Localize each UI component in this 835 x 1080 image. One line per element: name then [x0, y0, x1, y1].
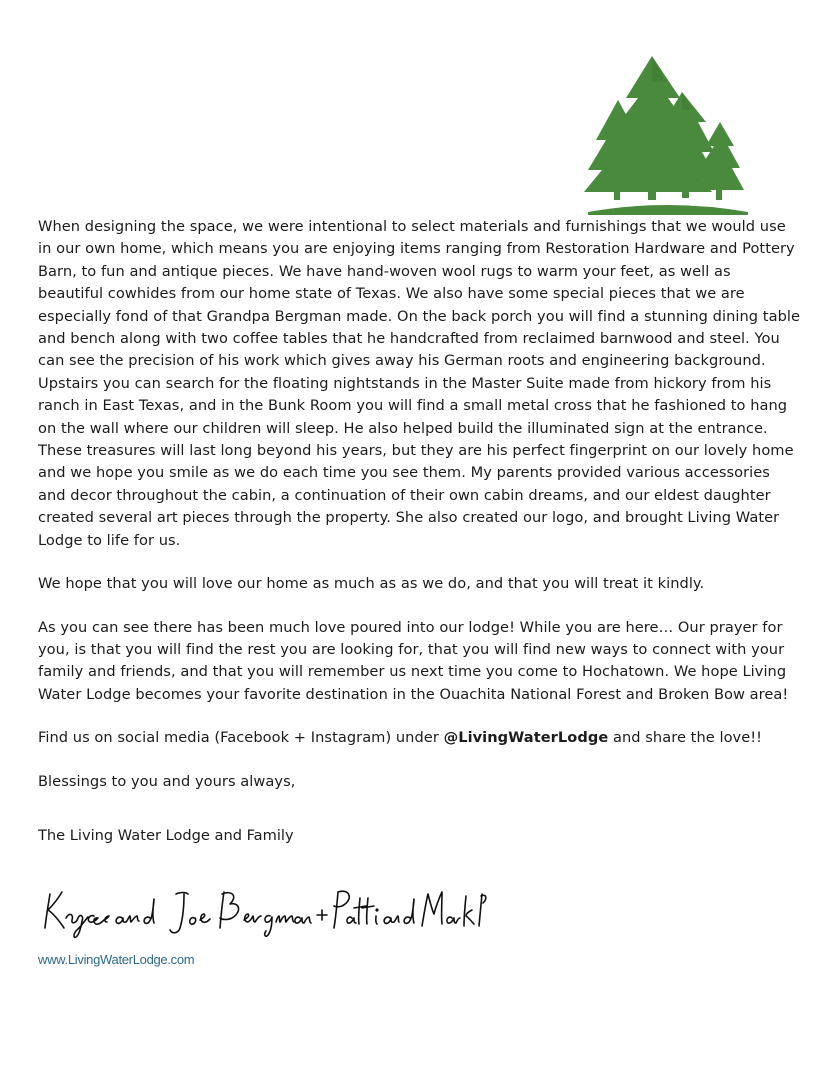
- social-handle: @LivingWaterLodge: [443, 729, 609, 747]
- signoff: The Living Water Lodge and Family: [38, 827, 294, 844]
- social-text-after: and share the love!!: [608, 729, 763, 747]
- paragraph-prayer: As you can see there has been much love poured into our lodge! While you are here… Our prayer for you, is that you will find the rest you are looking for, that you will find new ways to connect with your family and friends, and that you will remember us next time you come to Hochatown. We hope Living Water Lodge becomes your favorite destination in the Ouachita National Forest and Broken Bow area!: [38, 618, 789, 703]
- website-link[interactable]: www.LivingWaterLodge.com: [38, 952, 195, 967]
- pine-trees-icon: [582, 52, 752, 218]
- paragraph-social: [38, 727, 800, 749]
- paragraph-hope: We hope that you will love our home as much as as we do, and that you will treat it kindly.: [38, 575, 705, 593]
- closing-line: Blessings to you and yours always,: [38, 772, 296, 790]
- handwritten-signature: [38, 880, 488, 940]
- social-text-before: Find us on social media (Facebook + Instagram) under: [38, 729, 444, 747]
- paragraph-design: When designing the space, we were intentional to select materials and furnishings that we would use in our own home, which means you are enjoying items ranging from Restoration Hardware and Pottery Barn, to fun and antique pieces. We have hand-woven wool rugs to warm your feet, as well as beautiful cowhides from our home state of Texas. We also have some special pieces that we are especially fond of that Grandpa Bergman made. On the back porch you will find a stunning dining table and bench along with two coffee tables that he handcrafted from reclaimed barnwood and steel. You can see the precision of his work which gives away his German roots and engineering background. Upstairs you can search for the floating nightstands in the Master Suite made from hickory from his ranch in East Texas, and in the Bunk Room you will find a small metal cross that he fashioned to hang on the wall where our children will sleep. He also helped build the illuminated sign at the entrance. These treasures will last long beyond his years, but they are his perfect fingerprint on our lovely home and we hope you smile as we do each time you see them. My parents provided various accessories and decor throughout the cabin, a continuation of their own cabin dreams, and our eldest daughter created several art pieces through the property. She also created our logo, and brought Living Water Lodge to life for us.: [38, 218, 801, 549]
- letter-body: [38, 216, 800, 814]
